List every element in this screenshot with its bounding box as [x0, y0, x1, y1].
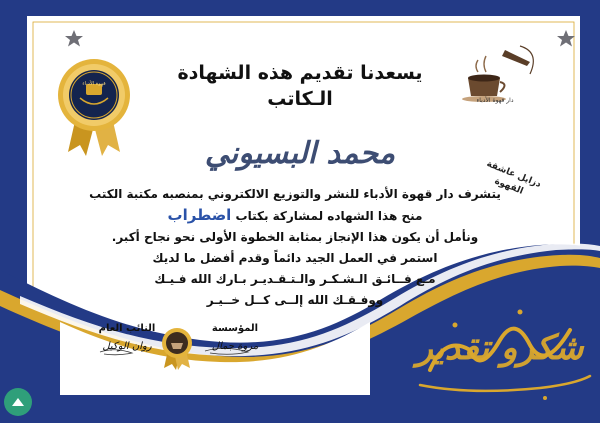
body-line-3: ونأمل أن يكون هذا الإنجاز بمثابة الخطوة الأولى نحو نجاح أكبر. [111, 230, 479, 244]
medal-icon [162, 328, 192, 370]
body-line-5: مـع فــائـق الـشـكـر والـتـقـديـر بـارك الله فـيـك [154, 272, 436, 286]
signature-left-name: روان الوكيل [102, 341, 152, 352]
medal-label: قهوة الأدباء [82, 81, 106, 87]
certificate-title: يسعدنا تقديم هذه الشهادة [177, 62, 423, 84]
thanks-text: شكرو تقدير [416, 328, 584, 368]
logo-text: دار قهوة الأدباء [476, 97, 514, 104]
recipient-name: محمد البسيوني [204, 136, 396, 171]
body-line-2-prefix: منح هذا الشهاده لمشاركة بكتاب [235, 209, 423, 223]
scroll-up-button[interactable] [4, 388, 32, 416]
side-note: دزايل عاشقة القهوة [484, 159, 543, 197]
thanks-calligraphy [400, 300, 600, 400]
certificate-body [70, 184, 520, 311]
scroll-up-icon [4, 388, 32, 416]
body-line-6: ووفـقـك الله إلــى كــل خــيـر [206, 293, 384, 307]
body-line-1: يتشرف دار قهوة الأدباء للنشر والتوزيع الالكتروني بمنصبه مكتبة الكتب [89, 187, 501, 201]
recipient-role: الـكاتب [267, 88, 333, 110]
body-line-2 [70, 205, 520, 227]
signature-right-title: المؤسسة [211, 323, 259, 334]
body-line-4: استمر في العمل الجيد دائماً وقدم أفضل ما لديك [152, 251, 438, 265]
book-title: اضطراب [167, 206, 232, 224]
signature-right-name: مروة جمال [211, 341, 259, 352]
signature-left-title: النائب العام [98, 323, 156, 334]
